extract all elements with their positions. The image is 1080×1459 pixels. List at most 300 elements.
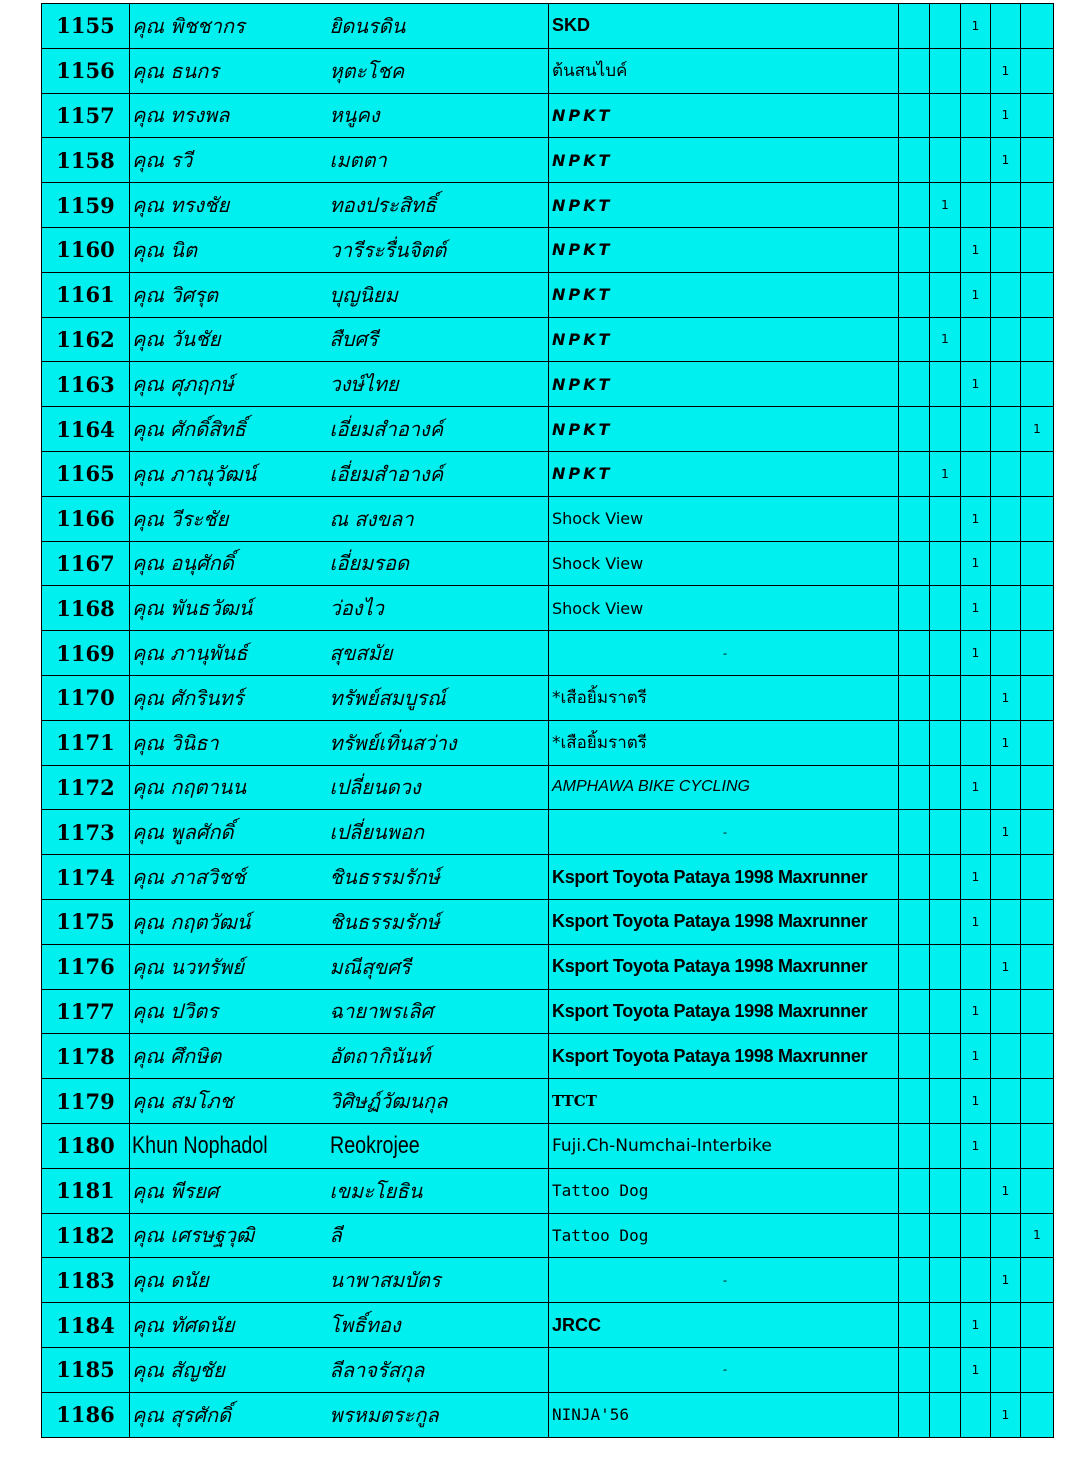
- category-mark: [930, 1258, 961, 1303]
- first-name: คุณ ทรงพล: [130, 93, 330, 138]
- category-mark: [991, 362, 1021, 407]
- registration-table: [41, 3, 1054, 1438]
- category-mark: [1021, 272, 1054, 317]
- category-mark: [1021, 586, 1054, 631]
- entry-number: 1155: [42, 4, 130, 49]
- category-mark: [1021, 183, 1054, 228]
- first-name: คุณ ภาสวิชช์: [130, 855, 330, 900]
- category-mark: 1: [961, 227, 991, 272]
- category-mark: 1: [991, 138, 1021, 183]
- category-mark: [961, 1392, 991, 1437]
- category-mark: [930, 407, 961, 452]
- category-mark: [930, 1347, 961, 1392]
- category-mark: [1021, 496, 1054, 541]
- category-mark: [961, 183, 991, 228]
- category-mark: [1021, 1034, 1054, 1079]
- first-name: คุณ ธนกร: [130, 48, 330, 93]
- first-name: คุณ กฤตานน: [130, 765, 330, 810]
- category-mark: [991, 1303, 1021, 1348]
- category-mark: [930, 586, 961, 631]
- table-row: [42, 1303, 1054, 1348]
- category-mark: [1021, 1303, 1054, 1348]
- category-mark: 1: [991, 675, 1021, 720]
- category-mark: [1021, 944, 1054, 989]
- team-name: NPKT: [549, 407, 899, 452]
- category-mark: [991, 451, 1021, 496]
- entry-number: 1160: [42, 227, 130, 272]
- entry-number: 1173: [42, 810, 130, 855]
- category-mark: [899, 810, 930, 855]
- category-mark: [1021, 1392, 1054, 1437]
- category-mark: [899, 227, 930, 272]
- category-mark: [991, 765, 1021, 810]
- category-mark: 1: [961, 4, 991, 49]
- category-mark: [991, 496, 1021, 541]
- table-row: [42, 272, 1054, 317]
- table-row: [42, 317, 1054, 362]
- team-name: NPKT: [549, 183, 899, 228]
- category-mark: 1: [961, 1303, 991, 1348]
- table-row: [42, 227, 1054, 272]
- category-mark: [961, 48, 991, 93]
- category-mark: [991, 183, 1021, 228]
- category-mark: [1021, 765, 1054, 810]
- category-mark: [930, 227, 961, 272]
- last-name: เอี่ยมรอด: [330, 541, 549, 586]
- category-mark: [961, 720, 991, 765]
- category-mark: 1: [961, 362, 991, 407]
- last-name: บุญนิยม: [330, 272, 549, 317]
- category-mark: [899, 944, 930, 989]
- first-name: คุณ กฤตวัฒน์: [130, 899, 330, 944]
- last-name: ชินธรรมรักษ์: [330, 899, 549, 944]
- last-name-text: Reokrojee: [329, 1131, 420, 1159]
- team-name: Ksport Toyota Pataya 1998 Maxrunner: [549, 899, 899, 944]
- team-name: NPKT: [549, 93, 899, 138]
- table-row: [42, 765, 1054, 810]
- category-mark: [930, 1123, 961, 1168]
- category-mark: [1021, 362, 1054, 407]
- category-mark: [961, 451, 991, 496]
- last-name: หุตะโชค: [330, 48, 549, 93]
- category-mark: [899, 1303, 930, 1348]
- category-mark: 1: [961, 765, 991, 810]
- table-row: [42, 541, 1054, 586]
- category-mark: [930, 4, 961, 49]
- first-name: คุณ ทัศดนัย: [130, 1303, 330, 1348]
- first-name: คุณ พูลศักดิ์: [130, 810, 330, 855]
- category-mark: 1: [991, 1392, 1021, 1437]
- category-mark: [899, 1079, 930, 1124]
- category-mark: [930, 989, 961, 1034]
- category-mark: 1: [991, 1258, 1021, 1303]
- category-mark: [930, 675, 961, 720]
- entry-number: 1159: [42, 183, 130, 228]
- category-mark: [899, 541, 930, 586]
- category-mark: [961, 1168, 991, 1213]
- category-mark: [1021, 899, 1054, 944]
- entry-number: 1177: [42, 989, 130, 1034]
- category-mark: [1021, 317, 1054, 362]
- category-mark: [930, 944, 961, 989]
- last-name: มณีสุขศรี: [330, 944, 549, 989]
- entry-number: 1181: [42, 1168, 130, 1213]
- entry-number: 1162: [42, 317, 130, 362]
- category-mark: [899, 631, 930, 676]
- team-name: -: [549, 1347, 899, 1392]
- entry-number: 1156: [42, 48, 130, 93]
- team-name: Shock View: [549, 496, 899, 541]
- category-mark: [899, 586, 930, 631]
- first-name: คุณ เศรษฐวุฒิ: [130, 1213, 330, 1258]
- category-mark: [1021, 541, 1054, 586]
- first-name: คุณ ภาณุวัฒน์: [130, 451, 330, 496]
- last-name: อัตถากินันท์: [330, 1034, 549, 1079]
- table-row: [42, 1258, 1054, 1303]
- entry-number: 1163: [42, 362, 130, 407]
- team-name: NPKT: [549, 362, 899, 407]
- category-mark: 1: [961, 855, 991, 900]
- entry-number: 1176: [42, 944, 130, 989]
- team-name: Ksport Toyota Pataya 1998 Maxrunner: [549, 989, 899, 1034]
- table-row: [42, 138, 1054, 183]
- first-name: คุณ นิต: [130, 227, 330, 272]
- category-mark: [1021, 1079, 1054, 1124]
- team-name: Ksport Toyota Pataya 1998 Maxrunner: [549, 944, 899, 989]
- category-mark: [899, 317, 930, 362]
- entry-number: 1172: [42, 765, 130, 810]
- category-mark: [930, 810, 961, 855]
- first-name: คุณ ดนัย: [130, 1258, 330, 1303]
- team-name: *เสือยิ้มราตรี: [549, 675, 899, 720]
- category-mark: [1021, 451, 1054, 496]
- category-mark: [930, 496, 961, 541]
- table-row: [42, 855, 1054, 900]
- category-mark: 1: [961, 1347, 991, 1392]
- category-mark: [991, 227, 1021, 272]
- category-mark: [991, 1034, 1021, 1079]
- entry-number: 1158: [42, 138, 130, 183]
- category-mark: [899, 138, 930, 183]
- first-name: [130, 1123, 330, 1168]
- table-row: [42, 4, 1054, 49]
- team-name: Shock View: [549, 586, 899, 631]
- category-mark: [930, 93, 961, 138]
- entry-number: 1161: [42, 272, 130, 317]
- category-mark: [991, 899, 1021, 944]
- entry-number: 1180: [42, 1123, 130, 1168]
- category-mark: [899, 899, 930, 944]
- entry-number: 1183: [42, 1258, 130, 1303]
- category-mark: [1021, 631, 1054, 676]
- category-mark: 1: [1021, 1213, 1054, 1258]
- team-name: Tattoo Dog: [549, 1213, 899, 1258]
- category-mark: [899, 1258, 930, 1303]
- table-row: [42, 1213, 1054, 1258]
- first-name: คุณ รวี: [130, 138, 330, 183]
- table-row: [42, 1347, 1054, 1392]
- category-mark: [1021, 4, 1054, 49]
- category-mark: 1: [961, 631, 991, 676]
- category-mark: [930, 1168, 961, 1213]
- entry-number: 1184: [42, 1303, 130, 1348]
- entry-number: 1171: [42, 720, 130, 765]
- category-mark: [991, 541, 1021, 586]
- first-name: คุณ นวทรัพย์: [130, 944, 330, 989]
- category-mark: [961, 1213, 991, 1258]
- category-mark: [1021, 48, 1054, 93]
- team-name: -: [549, 1258, 899, 1303]
- category-mark: [991, 317, 1021, 362]
- category-mark: 1: [961, 541, 991, 586]
- category-mark: [899, 48, 930, 93]
- team-name: Ksport Toyota Pataya 1998 Maxrunner: [549, 855, 899, 900]
- last-name: วารีระรื่นจิตต์: [330, 227, 549, 272]
- team-name: NPKT: [549, 317, 899, 362]
- table-row: [42, 451, 1054, 496]
- entry-number: 1170: [42, 675, 130, 720]
- entry-number: 1178: [42, 1034, 130, 1079]
- last-name: เปลี่ยนดวง: [330, 765, 549, 810]
- category-mark: [961, 138, 991, 183]
- last-name: ชินธรรมรักษ์: [330, 855, 549, 900]
- category-mark: [991, 272, 1021, 317]
- category-mark: [991, 631, 1021, 676]
- category-mark: [991, 586, 1021, 631]
- first-name: คุณ สัญชัย: [130, 1347, 330, 1392]
- table-row: [42, 1392, 1054, 1437]
- category-mark: 1: [961, 989, 991, 1034]
- first-name: คุณ ศุภฤกษ์: [130, 362, 330, 407]
- team-name: Fuji.Ch-Numchai-Interbike: [549, 1123, 899, 1168]
- team-name: AMPHAWA BIKE CYCLING: [549, 765, 899, 810]
- table-row: [42, 944, 1054, 989]
- category-mark: [1021, 810, 1054, 855]
- category-mark: [961, 1258, 991, 1303]
- first-name: คุณ สุรศักดิ์: [130, 1392, 330, 1437]
- category-mark: 1: [991, 48, 1021, 93]
- table-row: [42, 1079, 1054, 1124]
- last-name: ลี: [330, 1213, 549, 1258]
- first-name: คุณ ปวิตร: [130, 989, 330, 1034]
- last-name: ยิดนรดิน: [330, 4, 549, 49]
- team-name: -: [549, 810, 899, 855]
- first-name: คุณ ศักรินทร์: [130, 675, 330, 720]
- team-name: ต้นสนไบค์: [549, 48, 899, 93]
- last-name: เขมะโยธิน: [330, 1168, 549, 1213]
- category-mark: [991, 1347, 1021, 1392]
- category-mark: [991, 989, 1021, 1034]
- last-name: เอี่ยมสำอางค์: [330, 407, 549, 452]
- category-mark: [1021, 1168, 1054, 1213]
- last-name: ทองประสิทธิ์: [330, 183, 549, 228]
- team-name: SKD: [549, 4, 899, 49]
- team-name: Tattoo Dog: [549, 1168, 899, 1213]
- last-name: สุขสมัย: [330, 631, 549, 676]
- entry-number: 1168: [42, 586, 130, 631]
- team-name: NPKT: [549, 272, 899, 317]
- last-name: เปลี่ยนพอก: [330, 810, 549, 855]
- category-mark: [961, 93, 991, 138]
- entry-number: 1165: [42, 451, 130, 496]
- table-row: [42, 496, 1054, 541]
- table-row: [42, 1123, 1054, 1168]
- category-mark: [1021, 1123, 1054, 1168]
- category-mark: [961, 675, 991, 720]
- category-mark: 1: [991, 810, 1021, 855]
- category-mark: [961, 317, 991, 362]
- last-name: วงษ์ไทย: [330, 362, 549, 407]
- entry-number: 1185: [42, 1347, 130, 1392]
- first-name: คุณ วันชัย: [130, 317, 330, 362]
- category-mark: 1: [1021, 407, 1054, 452]
- first-name: คุณ พันธวัฒน์: [130, 586, 330, 631]
- last-name: เอี่ยมสำอางค์: [330, 451, 549, 496]
- category-mark: 1: [991, 93, 1021, 138]
- category-mark: [899, 1034, 930, 1079]
- category-mark: [1021, 1347, 1054, 1392]
- team-name: -: [549, 631, 899, 676]
- table-row: [42, 899, 1054, 944]
- table-row: [42, 48, 1054, 93]
- last-name: ลีลาจรัสกุล: [330, 1347, 549, 1392]
- entry-number: 1169: [42, 631, 130, 676]
- entry-number: 1186: [42, 1392, 130, 1437]
- first-name: คุณ สมโภช: [130, 1079, 330, 1124]
- team-name: NPKT: [549, 138, 899, 183]
- category-mark: [899, 675, 930, 720]
- category-mark: [899, 1213, 930, 1258]
- category-mark: [991, 1213, 1021, 1258]
- entry-number: 1157: [42, 93, 130, 138]
- last-name: ว่องไว: [330, 586, 549, 631]
- category-mark: [899, 1347, 930, 1392]
- category-mark: [899, 720, 930, 765]
- team-name: Ksport Toyota Pataya 1998 Maxrunner: [549, 1034, 899, 1079]
- category-mark: [1021, 989, 1054, 1034]
- table-row: [42, 720, 1054, 765]
- entry-number: 1182: [42, 1213, 130, 1258]
- last-name: ณ สงขลา: [330, 496, 549, 541]
- category-mark: 1: [991, 1168, 1021, 1213]
- first-name: คุณ ศึกษิต: [130, 1034, 330, 1079]
- first-name: คุณ วินิธา: [130, 720, 330, 765]
- category-mark: [1021, 138, 1054, 183]
- last-name: นาพาสมบัตร: [330, 1258, 549, 1303]
- category-mark: [1021, 93, 1054, 138]
- category-mark: [1021, 227, 1054, 272]
- category-mark: [930, 138, 961, 183]
- category-mark: [930, 855, 961, 900]
- first-name: คุณ วีระชัย: [130, 496, 330, 541]
- team-name: TTCT: [549, 1079, 899, 1124]
- category-mark: [961, 407, 991, 452]
- category-mark: [961, 810, 991, 855]
- category-mark: [899, 93, 930, 138]
- category-mark: [930, 541, 961, 586]
- category-mark: [930, 631, 961, 676]
- team-name: NPKT: [549, 451, 899, 496]
- category-mark: [961, 944, 991, 989]
- category-mark: [899, 272, 930, 317]
- category-mark: [930, 362, 961, 407]
- category-mark: 1: [961, 272, 991, 317]
- entry-number: 1166: [42, 496, 130, 541]
- team-name: JRCC: [549, 1303, 899, 1348]
- category-mark: [991, 1079, 1021, 1124]
- entry-number: 1179: [42, 1079, 130, 1124]
- category-mark: [1021, 1258, 1054, 1303]
- category-mark: [930, 48, 961, 93]
- category-mark: [899, 407, 930, 452]
- category-mark: [991, 407, 1021, 452]
- category-mark: 1: [961, 899, 991, 944]
- category-mark: [899, 451, 930, 496]
- table-row: [42, 675, 1054, 720]
- category-mark: 1: [930, 317, 961, 362]
- table-row: [42, 93, 1054, 138]
- first-name: คุณ ภานุพันธ์: [130, 631, 330, 676]
- category-mark: [1021, 855, 1054, 900]
- table-row: [42, 586, 1054, 631]
- category-mark: [991, 4, 1021, 49]
- category-mark: [899, 496, 930, 541]
- entry-number: 1174: [42, 855, 130, 900]
- last-name: ทรัพย์เทิ่นสว่าง: [330, 720, 549, 765]
- category-mark: 1: [961, 586, 991, 631]
- category-mark: [899, 1168, 930, 1213]
- entry-number: 1164: [42, 407, 130, 452]
- category-mark: [930, 765, 961, 810]
- category-mark: [899, 765, 930, 810]
- category-mark: [930, 720, 961, 765]
- last-name: พรหมตระกูล: [330, 1392, 549, 1437]
- category-mark: [899, 4, 930, 49]
- category-mark: [930, 1303, 961, 1348]
- first-name: คุณ พิชชากร: [130, 4, 330, 49]
- table-row: [42, 989, 1054, 1034]
- category-mark: 1: [991, 944, 1021, 989]
- last-name: เมตตา: [330, 138, 549, 183]
- last-name: สืบศรี: [330, 317, 549, 362]
- table-row: [42, 631, 1054, 676]
- team-name: NPKT: [549, 227, 899, 272]
- category-mark: [930, 272, 961, 317]
- team-name: Shock View: [549, 541, 899, 586]
- entry-number: 1175: [42, 899, 130, 944]
- table-row: [42, 407, 1054, 452]
- category-mark: [899, 183, 930, 228]
- category-mark: [930, 1213, 961, 1258]
- category-mark: [899, 362, 930, 407]
- table-row: [42, 1034, 1054, 1079]
- category-mark: [930, 1034, 961, 1079]
- first-name: คุณ พีรยศ: [130, 1168, 330, 1213]
- category-mark: 1: [961, 1123, 991, 1168]
- category-mark: [899, 1123, 930, 1168]
- first-name-text: Khun Nophadol: [132, 1131, 268, 1159]
- category-mark: [899, 989, 930, 1034]
- last-name: ฉายาพรเลิศ: [330, 989, 549, 1034]
- category-mark: 1: [991, 720, 1021, 765]
- category-mark: 1: [961, 1079, 991, 1124]
- table-row: [42, 1168, 1054, 1213]
- category-mark: [930, 1392, 961, 1437]
- last-name: วิศิษฏ์วัฒนกุล: [330, 1079, 549, 1124]
- category-mark: [899, 855, 930, 900]
- category-mark: [1021, 675, 1054, 720]
- category-mark: [899, 1392, 930, 1437]
